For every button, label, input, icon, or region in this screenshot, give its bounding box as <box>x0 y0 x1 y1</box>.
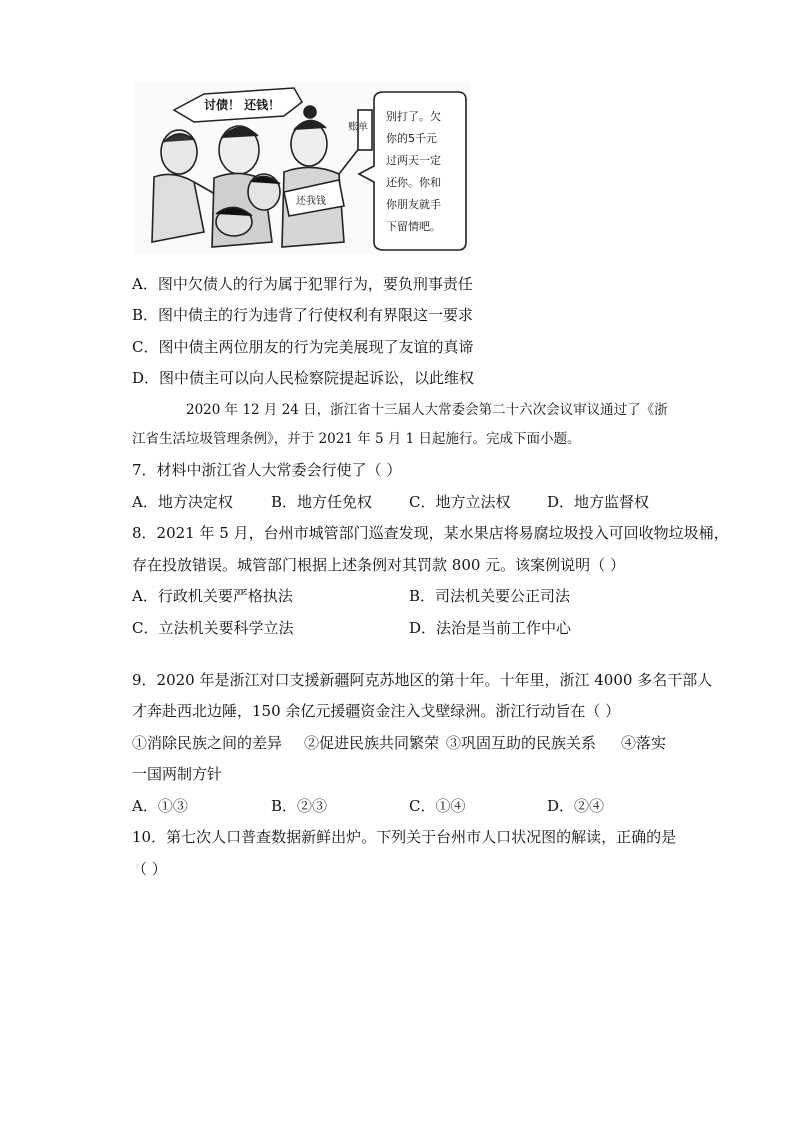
q9-option-b: B．②③ <box>271 797 328 815</box>
q8-option-c: C．立法机关要科学立法 <box>132 619 294 637</box>
material-line-2: 江省生活垃圾管理条例》，并于 2021 年 5 月 1 日起施行。完成下面小题。 <box>132 431 581 447</box>
q9-item-4: ④落实 <box>621 734 667 752</box>
q7-option-c: C．地方立法权 <box>409 493 511 511</box>
q9-item-3: ③巩固互助的民族关系 <box>446 734 597 752</box>
q7-option-d: D．地方监督权 <box>547 493 650 511</box>
q8-stem-line-1: 8．2021 年 5 月，台州市城管部门巡查发现，某水果店将易腐垃圾投入可回收物垃圾桶， <box>132 524 729 542</box>
q9-option-d: D．②④ <box>547 797 605 815</box>
q8-stem-line-2: 存在投放错误。城管部门根据上述条例对其罚款 800 元。该案例说明（ ） <box>132 556 625 574</box>
q6-option-a: A．图中欠债人的行为属于犯罪行为，要负刑事责任 <box>132 275 473 293</box>
q9-stem-line-1: 9．2020 年是浙江对口支援新疆阿克苏地区的第十年。十年里，浙江 4000 多名干部人 <box>132 671 713 689</box>
bubble-line-1: 别打了。欠 <box>386 110 441 123</box>
bubble-line-6: 下留情吧。 <box>386 220 441 233</box>
sign-text: 还我钱 <box>296 196 326 207</box>
q9-stem-line-2: 才奔赴西北边陲，150 余亿元援疆资金注入戈壁绿洲。浙江行动旨在（ ） <box>132 702 621 720</box>
q6-option-c: C．图中债主两位朋友的行为完美展现了友谊的真谛 <box>132 338 474 356</box>
ledger-label: 账单 <box>348 122 368 133</box>
debt-cartoon-illustration <box>134 82 470 254</box>
shout-text: 讨债！ 还钱！ <box>204 98 281 112</box>
bubble-line-2: 你的5千元 <box>386 132 437 145</box>
material-line-1: 2020 年 12 月 24 日，浙江省十三届人大常委会第二十六次会议审议通过了《浙 <box>186 402 668 418</box>
q6-option-b: B．图中债主的行为违背了行使权利有界限这一要求 <box>132 306 474 324</box>
bubble-line-3: 过两天一定 <box>386 154 441 167</box>
q10-stem-line-1: 10．第七次人口普查数据新鲜出炉。下列关于台州市人口状况图的解读，正确的是 <box>132 828 677 846</box>
q9-item-1: ①消除民族之间的差异 <box>132 734 283 752</box>
q7-option-b: B．地方任免权 <box>271 493 373 511</box>
q7-stem: 7．材料中浙江省人大常委会行使了（ ） <box>132 461 402 479</box>
q10-stem-line-2: （ ） <box>132 860 167 878</box>
q9-option-c: C．①④ <box>409 797 466 815</box>
q8-option-b: B．司法机关要公正司法 <box>409 587 571 605</box>
q7-option-a: A．地方决定权 <box>132 493 233 511</box>
q9-item-2: ②促进民族共同繁荣 <box>304 734 440 752</box>
q8-option-a: A．行政机关要严格执法 <box>132 587 293 605</box>
cartoon-drawing <box>134 82 470 254</box>
q6-option-d: D．图中债主可以向人民检察院提起诉讼，以此维权 <box>132 369 475 387</box>
q9-item-4-continued: 一国两制方针 <box>132 765 223 783</box>
bubble-line-5: 你朋友就手 <box>386 198 441 211</box>
q8-option-d: D．法治是当前工作中心 <box>409 619 572 637</box>
q9-option-a: A．①③ <box>132 797 188 815</box>
bubble-line-4: 还你。你和 <box>386 176 441 189</box>
